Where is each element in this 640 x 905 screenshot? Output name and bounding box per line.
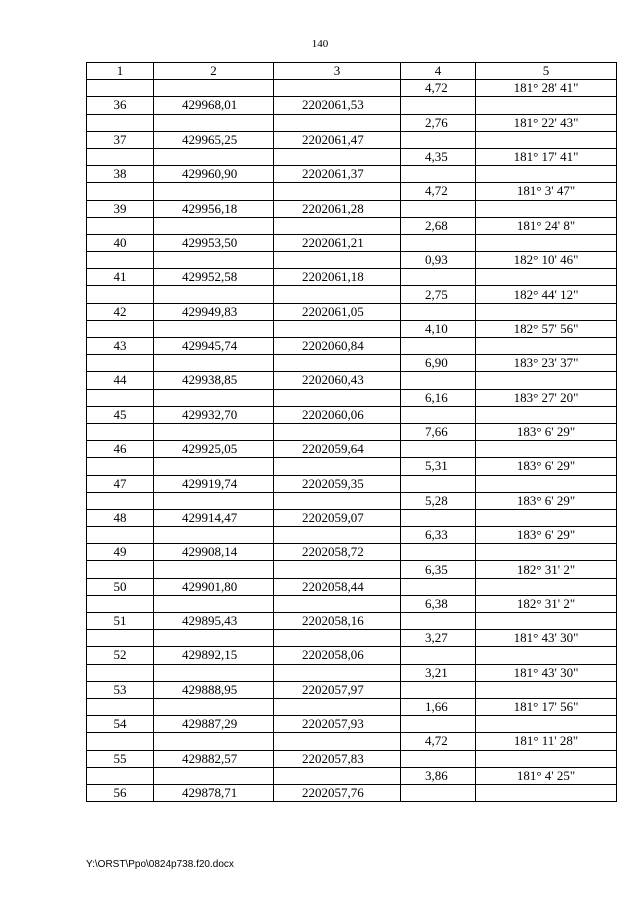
table-cell: 43 (87, 338, 154, 355)
table-cell (401, 200, 476, 217)
table-cell (274, 458, 401, 475)
table-cell: 429895,43 (154, 613, 274, 630)
table-cell: 52 (87, 647, 154, 664)
table-row (87, 131, 617, 148)
table-cell: 3,21 (401, 664, 476, 681)
table-cell: 56 (87, 784, 154, 801)
table-body (87, 80, 617, 802)
table-cell (87, 355, 154, 372)
table-cell: 429945,74 (154, 338, 274, 355)
table-cell (87, 114, 154, 131)
table-cell: 429878,71 (154, 784, 274, 801)
table-cell: 40 (87, 234, 154, 251)
table-cell (154, 527, 274, 544)
table-cell: 182° 31' 2" (476, 595, 617, 612)
table-cell (87, 252, 154, 269)
table-cell: 429956,18 (154, 200, 274, 217)
table-cell (87, 630, 154, 647)
table-row (87, 681, 617, 698)
table-row (87, 148, 617, 165)
table-cell (87, 423, 154, 440)
table-cell: 5,28 (401, 492, 476, 509)
table-cell (476, 613, 617, 630)
table-cell: 3,27 (401, 630, 476, 647)
table-cell (274, 80, 401, 97)
table-cell: 181° 22' 43" (476, 114, 617, 131)
table-cell (401, 784, 476, 801)
table-cell (476, 509, 617, 526)
table-cell: 38 (87, 166, 154, 183)
table-cell (154, 630, 274, 647)
table-cell (274, 733, 401, 750)
table-cell: 4,35 (401, 148, 476, 165)
table-cell (154, 492, 274, 509)
table-cell (87, 767, 154, 784)
table-cell (401, 509, 476, 526)
table-row (87, 544, 617, 561)
table-row (87, 97, 617, 114)
table-cell: 2202060,43 (274, 372, 401, 389)
table-cell (154, 114, 274, 131)
table-cell (154, 148, 274, 165)
table-cell: 6,16 (401, 389, 476, 406)
table-cell: 2202058,16 (274, 613, 401, 630)
table-cell (87, 286, 154, 303)
table-cell (154, 458, 274, 475)
table-cell (274, 561, 401, 578)
table-cell: 181° 28' 41" (476, 80, 617, 97)
table-cell: 183° 27' 20" (476, 389, 617, 406)
table-row (87, 423, 617, 440)
table-row (87, 784, 617, 801)
table-cell: 2202061,28 (274, 200, 401, 217)
table-cell (274, 527, 401, 544)
table-cell (476, 234, 617, 251)
table-cell (87, 527, 154, 544)
table-row (87, 509, 617, 526)
table-cell (154, 767, 274, 784)
table-row (87, 578, 617, 595)
table-cell: 2202060,06 (274, 406, 401, 423)
table-row (87, 750, 617, 767)
table-cell: 0,93 (401, 252, 476, 269)
table-cell (401, 97, 476, 114)
table-cell: 6,33 (401, 527, 476, 544)
table-cell (476, 406, 617, 423)
table-row (87, 320, 617, 337)
table-cell (274, 492, 401, 509)
table-cell (154, 286, 274, 303)
table-cell: 182° 44' 12" (476, 286, 617, 303)
table-cell (154, 183, 274, 200)
table-cell: 2202058,72 (274, 544, 401, 561)
table-cell (87, 320, 154, 337)
table-cell (401, 166, 476, 183)
table-cell: 429914,47 (154, 509, 274, 526)
table-cell: 182° 10' 46" (476, 252, 617, 269)
table-cell (154, 252, 274, 269)
table-cell: 2202057,93 (274, 716, 401, 733)
table-cell (154, 595, 274, 612)
table-cell: 181° 17' 41" (476, 148, 617, 165)
table-cell: 2202057,83 (274, 750, 401, 767)
table-cell: 429882,57 (154, 750, 274, 767)
table-cell (154, 423, 274, 440)
table-cell: 5,31 (401, 458, 476, 475)
table-row (87, 561, 617, 578)
table-cell (476, 200, 617, 217)
table-cell: 45 (87, 406, 154, 423)
table-cell: 41 (87, 269, 154, 286)
table-cell: 181° 43' 30" (476, 630, 617, 647)
table-cell (401, 234, 476, 251)
table-cell (476, 647, 617, 664)
table-cell: 55 (87, 750, 154, 767)
table-cell (401, 544, 476, 561)
table-cell (87, 458, 154, 475)
table-cell: 181° 11' 28" (476, 733, 617, 750)
table-cell: 46 (87, 441, 154, 458)
table-cell: 429968,01 (154, 97, 274, 114)
table-cell (87, 733, 154, 750)
table-cell: 429887,29 (154, 716, 274, 733)
table-cell: 182° 57' 56" (476, 320, 617, 337)
table-cell: 183° 23' 37" (476, 355, 617, 372)
table-row (87, 492, 617, 509)
table-row (87, 338, 617, 355)
page-number: 140 (311, 38, 329, 50)
table-cell (476, 303, 617, 320)
table-cell (87, 217, 154, 234)
table-cell: 429919,74 (154, 475, 274, 492)
table-row (87, 303, 617, 320)
table-row (87, 441, 617, 458)
table-cell (476, 716, 617, 733)
table-row (87, 458, 617, 475)
table-cell: 39 (87, 200, 154, 217)
table-row (87, 372, 617, 389)
table-cell (401, 338, 476, 355)
table-cell (87, 183, 154, 200)
table-cell (476, 269, 617, 286)
column-header: 1 (87, 63, 154, 80)
table-cell (476, 372, 617, 389)
table-cell: 47 (87, 475, 154, 492)
table-cell (476, 441, 617, 458)
table-cell: 53 (87, 681, 154, 698)
table-cell (401, 441, 476, 458)
table-cell (476, 681, 617, 698)
table-cell: 181° 43' 30" (476, 664, 617, 681)
table-cell (274, 389, 401, 406)
table-cell (274, 252, 401, 269)
table-cell (87, 389, 154, 406)
table-cell: 36 (87, 97, 154, 114)
table-header-row (87, 63, 617, 80)
table-cell (274, 114, 401, 131)
table-cell: 181° 17' 56" (476, 698, 617, 715)
table-cell: 429952,58 (154, 269, 274, 286)
table-row (87, 664, 617, 681)
table-row (87, 716, 617, 733)
table-cell (274, 630, 401, 647)
table-cell: 429901,80 (154, 578, 274, 595)
table-cell (401, 372, 476, 389)
table-cell (274, 217, 401, 234)
table-cell (401, 475, 476, 492)
table-cell: 37 (87, 131, 154, 148)
table-cell: 2202057,76 (274, 784, 401, 801)
table-cell: 2202059,64 (274, 441, 401, 458)
table-cell: 429908,14 (154, 544, 274, 561)
table-cell (476, 338, 617, 355)
table-cell (401, 131, 476, 148)
table-cell (87, 698, 154, 715)
table-cell: 2202059,07 (274, 509, 401, 526)
table-cell (476, 97, 617, 114)
table-row (87, 475, 617, 492)
table-row (87, 406, 617, 423)
table-cell (274, 320, 401, 337)
table-cell: 183° 6' 29" (476, 458, 617, 475)
table-cell: 2202061,21 (274, 234, 401, 251)
table-cell: 182° 31' 2" (476, 561, 617, 578)
table-cell: 44 (87, 372, 154, 389)
table-cell: 6,90 (401, 355, 476, 372)
table-cell (401, 647, 476, 664)
table-cell: 183° 6' 29" (476, 527, 617, 544)
table-cell: 2,76 (401, 114, 476, 131)
table-row (87, 698, 617, 715)
column-header: 2 (154, 63, 274, 80)
table-cell: 429965,25 (154, 131, 274, 148)
table-cell: 429892,15 (154, 647, 274, 664)
table-cell: 6,35 (401, 561, 476, 578)
table-cell: 2202058,44 (274, 578, 401, 595)
table-cell: 1,66 (401, 698, 476, 715)
table-cell: 2202059,35 (274, 475, 401, 492)
table-cell (274, 183, 401, 200)
table-cell (476, 166, 617, 183)
table-cell: 429888,95 (154, 681, 274, 698)
table-cell: 2202061,47 (274, 131, 401, 148)
table-cell: 49 (87, 544, 154, 561)
table-cell: 2202060,84 (274, 338, 401, 355)
table-cell: 2202061,37 (274, 166, 401, 183)
table-cell (476, 578, 617, 595)
table-cell (476, 475, 617, 492)
table-cell (476, 544, 617, 561)
table-cell: 181° 3' 47" (476, 183, 617, 200)
table-cell (87, 561, 154, 578)
table-cell: 6,38 (401, 595, 476, 612)
table-cell (401, 716, 476, 733)
table-row (87, 269, 617, 286)
table-cell: 429960,90 (154, 166, 274, 183)
table-cell (154, 733, 274, 750)
table-cell: 2,75 (401, 286, 476, 303)
table-row (87, 595, 617, 612)
table-cell: 3,86 (401, 767, 476, 784)
footer-file-path: Y:\ORST\Ppo\0824p738.f20.docx (86, 859, 234, 870)
table-row (87, 217, 617, 234)
table-cell (87, 148, 154, 165)
table-cell (274, 355, 401, 372)
table-cell (154, 389, 274, 406)
table-row (87, 389, 617, 406)
table-row (87, 647, 617, 664)
table-cell: 2202057,97 (274, 681, 401, 698)
table-cell: 181° 4' 25" (476, 767, 617, 784)
table-cell: 429925,05 (154, 441, 274, 458)
column-header: 3 (274, 63, 401, 80)
table-row (87, 200, 617, 217)
table-cell (274, 595, 401, 612)
table-cell (274, 423, 401, 440)
table-cell (154, 320, 274, 337)
table-cell (401, 681, 476, 698)
table-cell: 429953,50 (154, 234, 274, 251)
table-cell: 183° 6' 29" (476, 423, 617, 440)
table-cell: 48 (87, 509, 154, 526)
table-row (87, 234, 617, 251)
table-cell (87, 595, 154, 612)
table-cell (401, 269, 476, 286)
table-cell: 2202061,05 (274, 303, 401, 320)
table-cell (401, 578, 476, 595)
table-row (87, 183, 617, 200)
table-cell: 2,68 (401, 217, 476, 234)
table-cell: 7,66 (401, 423, 476, 440)
table-cell (274, 664, 401, 681)
table-cell (401, 406, 476, 423)
table-row (87, 166, 617, 183)
table-cell: 42 (87, 303, 154, 320)
table-cell (154, 561, 274, 578)
table-cell (401, 750, 476, 767)
table-cell (274, 148, 401, 165)
table-cell (401, 303, 476, 320)
table-row (87, 286, 617, 303)
table-cell: 4,72 (401, 733, 476, 750)
table-row (87, 252, 617, 269)
table-cell (274, 767, 401, 784)
table-row (87, 355, 617, 372)
table-cell (154, 664, 274, 681)
table-cell: 50 (87, 578, 154, 595)
table-cell (476, 750, 617, 767)
table-cell (154, 355, 274, 372)
table-cell (87, 492, 154, 509)
table-cell (476, 131, 617, 148)
table-cell (154, 217, 274, 234)
table-cell: 2202061,53 (274, 97, 401, 114)
table-row (87, 630, 617, 647)
table-cell (401, 613, 476, 630)
table-cell: 4,72 (401, 183, 476, 200)
table-row (87, 527, 617, 544)
table-cell (476, 784, 617, 801)
coordinates-table (86, 62, 617, 802)
table-row (87, 114, 617, 131)
table-cell: 4,10 (401, 320, 476, 337)
table-cell (154, 80, 274, 97)
table-cell: 429932,70 (154, 406, 274, 423)
table-cell: 183° 6' 29" (476, 492, 617, 509)
table-cell: 181° 24' 8" (476, 217, 617, 234)
table-cell: 51 (87, 613, 154, 630)
table-cell (87, 80, 154, 97)
table-cell (274, 698, 401, 715)
table-cell (154, 698, 274, 715)
table-row (87, 613, 617, 630)
table-cell: 54 (87, 716, 154, 733)
table-cell: 2202058,06 (274, 647, 401, 664)
table-cell: 4,72 (401, 80, 476, 97)
table-cell (274, 286, 401, 303)
table-cell: 429938,85 (154, 372, 274, 389)
column-header: 4 (401, 63, 476, 80)
table-cell: 2202061,18 (274, 269, 401, 286)
table-row (87, 733, 617, 750)
table-cell (87, 664, 154, 681)
table-row (87, 767, 617, 784)
column-header: 5 (476, 63, 617, 80)
table-cell: 429949,83 (154, 303, 274, 320)
table-row (87, 80, 617, 97)
